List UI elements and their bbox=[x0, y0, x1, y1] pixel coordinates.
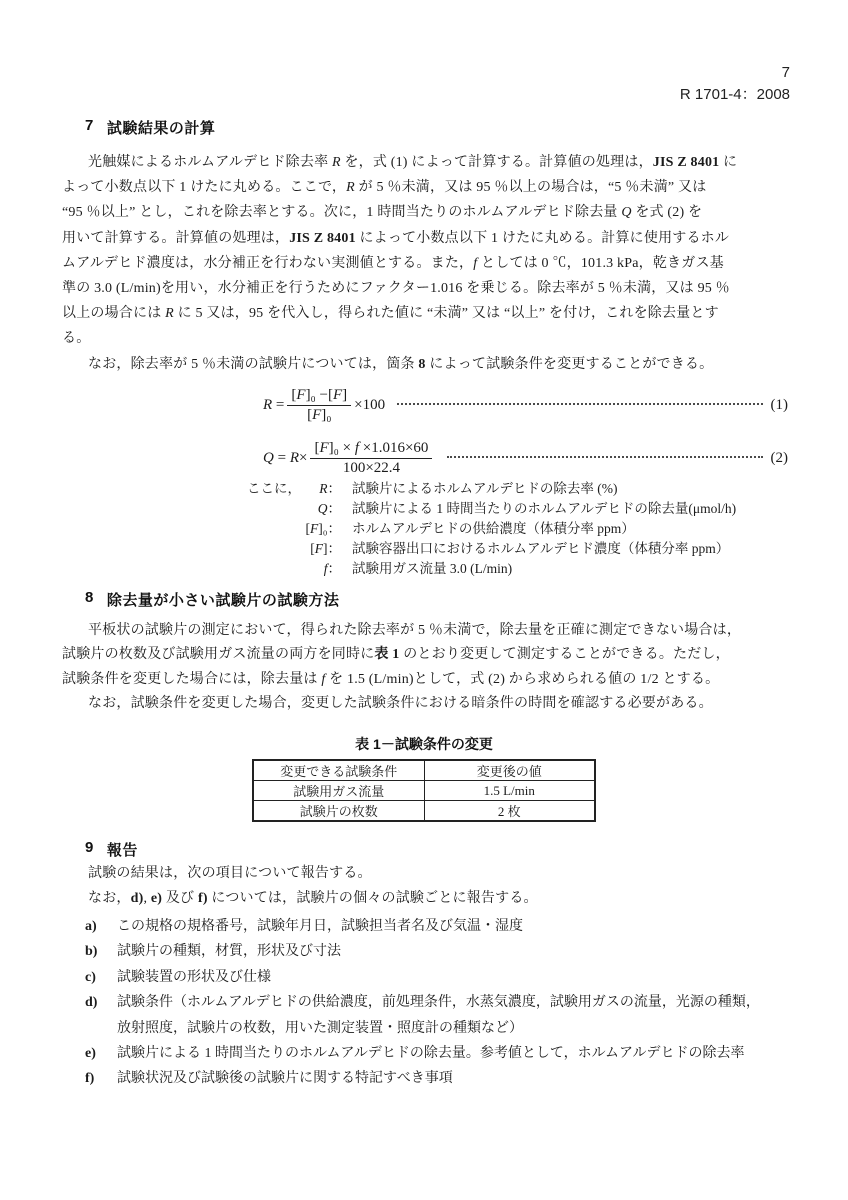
text-line: なお，除去率が 5 ％未満の試験片については，箇条 8 によって試験条件を変更することができる。 bbox=[88, 356, 714, 372]
definition-row bbox=[247, 499, 790, 519]
text-line: 試験片の枚数及び試験用ガス流量の両方を同時に表 1 のとおり変更して測定することができる。ただし， bbox=[62, 647, 730, 663]
item-text: 試験状況及び試験後の試験片に関する特記すべき事項 bbox=[117, 1071, 453, 1087]
text-line: なお，d), e) 及び f) については，試験片の個々の試験ごとに報告する。 bbox=[88, 891, 538, 907]
symbol-term: [F]： bbox=[310, 540, 341, 556]
table-cell: 1.5 L/min bbox=[424, 781, 595, 801]
formula-2-denominator: 100×22.4 bbox=[342, 459, 401, 476]
section-7-number: 7 bbox=[85, 117, 94, 134]
item-text: 試験片による 1 時間当たりのホルムアルデヒドの除去量。参考値として，ホルムアルデヒドの除去率 bbox=[117, 1046, 745, 1062]
table-cell: 試験片の枚数 bbox=[253, 801, 424, 822]
item-text: 試験装置の形状及び仕様 bbox=[117, 969, 271, 985]
definition-row bbox=[247, 559, 790, 579]
item-text: 試験片の種類，材質，形状及び寸法 bbox=[117, 944, 341, 960]
definition-row bbox=[247, 519, 790, 539]
dotted-leader bbox=[397, 403, 762, 405]
formula-1 bbox=[263, 381, 788, 429]
table-cell: 2 枚 bbox=[424, 801, 595, 822]
where-label: ここに， bbox=[247, 481, 301, 496]
table-1 bbox=[252, 759, 596, 822]
text-line: 準の 3.0 (L/min)を用い，水分補正を行うためにファクター1.016 を乗じる。除去率が 5 ％未満，又は 95 ％ bbox=[62, 281, 730, 297]
text-line: 試験条件を変更した場合には，除去量は f を 1.5 (L/min)として，式 (2) から求められる値の 1/2 とする。 bbox=[62, 671, 720, 687]
text-line: 用いて計算する。計算値の処理は，JIS Z 8401 によって小数点以下 1 けたに丸める。計算に使用するホル bbox=[62, 230, 730, 246]
text-line: “95 ％以上” とし，これを除去率とする。次に，1 時間当たりのホルムアルデヒド除去量 Q を式 (2) を bbox=[62, 205, 703, 221]
item-label: e) bbox=[85, 1046, 96, 1062]
text-line: る。 bbox=[62, 331, 91, 347]
list-item bbox=[85, 939, 790, 964]
section-8-title: 除去量が小さい試験片の試験方法 bbox=[106, 592, 340, 609]
text-line: 試験の結果は，次の項目について報告する。 bbox=[88, 866, 372, 881]
item-label: a) bbox=[85, 919, 97, 934]
table-1-title: 表 1－試験条件の変更 bbox=[355, 736, 493, 752]
item-label: f) bbox=[85, 1071, 95, 1087]
formula-2-lhs: Q = R× bbox=[263, 449, 308, 466]
table-row bbox=[253, 760, 595, 781]
section-7-title: 試験結果の計算 bbox=[106, 120, 216, 137]
symbol-description: 試験容器出口におけるホルムアルデヒド濃度（体積分率 ppm） bbox=[352, 540, 730, 556]
formula-2-fraction bbox=[310, 440, 432, 477]
definition-row bbox=[247, 479, 790, 499]
section-9-number: 9 bbox=[85, 839, 94, 856]
list-item bbox=[85, 1066, 790, 1091]
symbol-description: 試験片による 1 時間当たりのホルムアルデヒドの除去量(μmol/h) bbox=[352, 500, 737, 516]
text-line: なお，試験条件を変更した場合，変更した試験条件における暗条件の時間を確認する必要がある。 bbox=[88, 695, 713, 711]
table-1-block bbox=[0, 734, 848, 822]
report-item-list bbox=[85, 914, 790, 1092]
formula-1-label: (1) bbox=[770, 396, 788, 413]
symbol-description: 試験片によるホルムアルデヒドの除去率 (%) bbox=[352, 481, 618, 496]
symbol-term: Q： bbox=[317, 500, 341, 516]
section-8-paragraph bbox=[62, 619, 788, 716]
table-row bbox=[253, 801, 595, 822]
section-7-paragraph bbox=[62, 150, 788, 377]
table-row bbox=[253, 781, 595, 801]
text-line: よって小数点以下 1 けたに丸める。ここで，R が 5 ％未満，又は 95 ％以上の場合は，“5 ％未満” 又は bbox=[62, 180, 707, 196]
symbol-term: [F]₀： bbox=[305, 520, 341, 536]
section-9-title: 報告 bbox=[106, 842, 138, 859]
text-line: 平板状の試験片の測定において，得られた除去率が 5 ％未満で，除去量を正確に測定できない場合は， bbox=[88, 623, 742, 638]
section-8-number: 8 bbox=[85, 589, 94, 606]
formula-2-label: (2) bbox=[770, 449, 788, 466]
text-line: 光触媒によるホルムアルデヒド除去率 R を，式 (1) によって計算する。計算値の処理は，JIS Z 8401 に bbox=[88, 155, 738, 170]
symbol-description: 試験用ガス流量 3.0 (L/min) bbox=[352, 560, 513, 576]
list-item bbox=[85, 1041, 790, 1066]
text-line: ムアルデヒド濃度は，水分補正を行わない実測値とする。また，f としては 0 ℃，101.3 kPa，乾きガス基 bbox=[62, 255, 724, 271]
item-label: b) bbox=[85, 944, 98, 960]
definition-row bbox=[247, 539, 790, 559]
symbol-term: R： bbox=[319, 481, 341, 496]
formula-1-suffix: ×100 bbox=[354, 396, 386, 413]
text-line: 以上の場合には R に 5 又は，95 を代入し，得られた値に “未満” 又は “以上” を付け，これを除去量とす bbox=[62, 306, 719, 322]
symbol-definitions bbox=[247, 479, 790, 578]
symbol-term: f： bbox=[323, 560, 341, 576]
section-9-heading bbox=[85, 839, 138, 860]
page-number: 7 bbox=[781, 64, 790, 81]
list-item bbox=[85, 965, 790, 990]
formula-1-numerator: [F]₀ −[F] bbox=[287, 387, 351, 406]
item-text: 試験条件（ホルムアルデヒドの供給濃度，前処理条件，水蒸気濃度，試験用ガスの流量，光源の種類， bbox=[117, 995, 760, 1011]
formula-2 bbox=[263, 434, 788, 482]
formula-2-numerator: [F]₀ × f ×1.016×60 bbox=[310, 440, 432, 459]
table-header-cell: 変更後の値 bbox=[424, 760, 595, 781]
standard-number: R 1701-4：2008 bbox=[679, 86, 790, 103]
formula-1-denominator: [F]₀ bbox=[307, 406, 332, 423]
section-7-heading bbox=[85, 117, 215, 138]
symbol-description: ホルムアルデヒドの供給濃度（体積分率 ppm） bbox=[352, 520, 635, 536]
item-label: c) bbox=[85, 969, 96, 985]
list-item bbox=[85, 914, 790, 939]
table-header-cell: 変更できる試験条件 bbox=[253, 760, 424, 781]
formula-1-lhs: R = bbox=[263, 396, 285, 413]
page-header bbox=[680, 62, 790, 106]
formula-1-fraction bbox=[287, 387, 351, 424]
list-item bbox=[85, 990, 790, 1041]
section-9-intro bbox=[62, 861, 788, 911]
item-text: この規格の規格番号，試験年月日，試験担当者名及び気温・湿度 bbox=[117, 919, 523, 934]
item-label: d) bbox=[85, 995, 98, 1011]
table-cell: 試験用ガス流量 bbox=[253, 781, 424, 801]
item-text: 放射照度，試験片の枚数，用いた測定装置・照度計の種類など） bbox=[117, 1020, 523, 1036]
dotted-leader bbox=[447, 456, 762, 458]
section-8-heading bbox=[85, 589, 339, 610]
